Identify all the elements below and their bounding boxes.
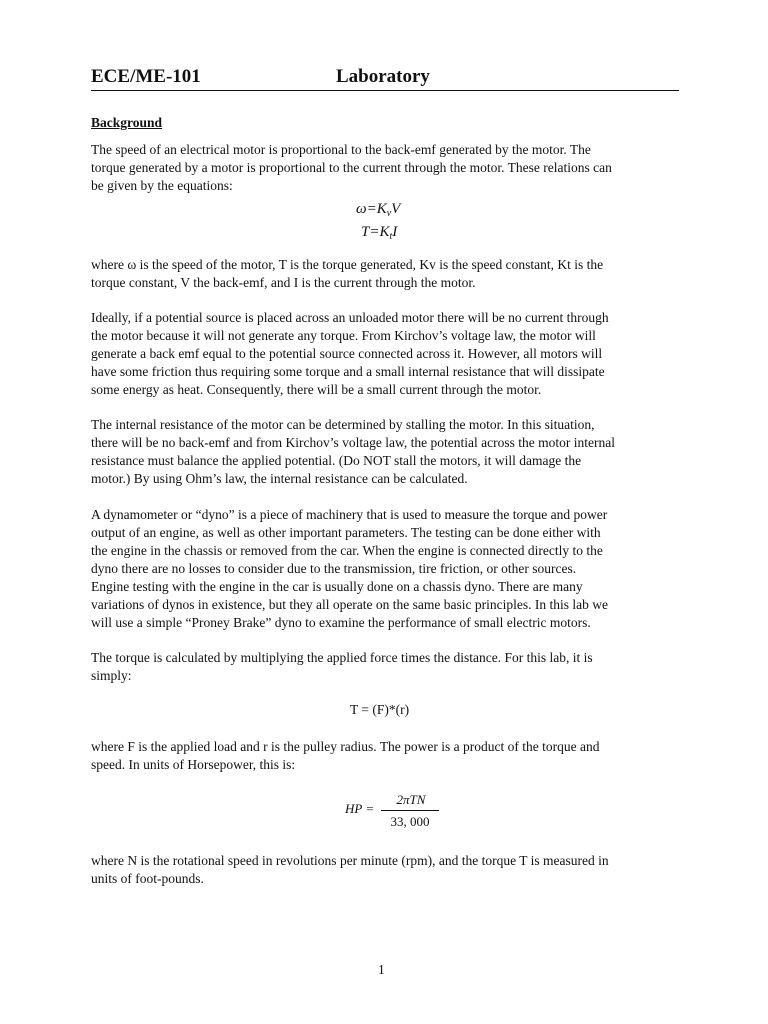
equation-speed-rhs: V (391, 201, 401, 217)
paragraph-dynamometer (91, 506, 681, 632)
paragraph-line: speed. In units of Horsepower, this is: (91, 757, 296, 772)
paragraph-line: units of foot-pounds. (91, 871, 204, 886)
paragraph-line: The internal resistance of the motor can be determined by stalling the motor. In this situation, (91, 417, 595, 432)
page-number: 1 (378, 962, 385, 977)
paragraph-line: the engine in the chassis or removed from the car. When the engine is connected directly to the (91, 543, 603, 558)
paragraph-line: where N is the rotational speed in revolutions per minute (rpm), and the torque T is measured in (91, 853, 609, 868)
paragraph-torque-calculation (91, 649, 681, 685)
paragraph-internal-resistance (91, 416, 681, 488)
horsepower-lhs: HP = (345, 801, 375, 816)
paragraph-line: be given by the equations: (91, 178, 233, 193)
paragraph-line: torque generated by a motor is proportional to the current through the motor. These relations can (91, 160, 612, 175)
paragraph-line: Engine testing with the engine in the car is usually done on a chassis dyno. There are many (91, 579, 583, 594)
equation-torque-rhs: I (392, 224, 398, 240)
paragraph-line: A dynamometer or “dyno” is a piece of machinery that is used to measure the torque and power (91, 507, 608, 522)
paragraph-line: variations of dynos in existence, but they all operate on the same basic principles. In this lab we (91, 597, 608, 612)
paragraph-line: where F is the applied load and r is the pulley radius. The power is a product of the torque and (91, 739, 600, 754)
paragraph-line: The speed of an electrical motor is proportional to the back-emf generated by the motor. The (91, 142, 591, 157)
equation-speed-subscript: v (386, 208, 392, 219)
paragraph-line: there will be no back-emf and from Kirchov’s voltage law, the potential across the motor internal (91, 435, 615, 450)
page-header (91, 66, 679, 91)
paragraph-unloaded-motor (91, 309, 681, 399)
horsepower-numerator: 2πTN (396, 792, 426, 807)
paragraph-line: The torque is calculated by multiplying the applied force times the distance. For this lab, it is (91, 650, 593, 665)
paragraph-line: the motor because it will not generate any torque. From Kirchov’s voltage law, the motor will (91, 328, 596, 343)
paragraph-line: motor.) By using Ohm’s law, the internal resistance can be calculated. (91, 471, 468, 486)
section-heading-background: Background (91, 115, 163, 130)
equation-speed-lhs: ω=K (356, 201, 387, 217)
horsepower-denominator: 33, 000 (390, 814, 430, 829)
equation-torque (361, 224, 397, 242)
paragraph-power (91, 738, 681, 774)
paragraph-line: output of an engine, as well as other important parameters. The testing can be done either with (91, 525, 601, 540)
paragraph-line: simply: (91, 668, 132, 683)
paragraph-line: dyno there are no losses to consider due to the transmission, tire friction, or other sources. (91, 561, 577, 576)
paragraph-rpm-definition (91, 852, 681, 888)
course-code: ECE/ME-101 (91, 66, 201, 87)
equation-torque-lhs: T=K (361, 224, 390, 240)
paragraph-line: where ω is the speed of the motor, T is the torque generated, Kv is the speed constant, Kt is the (91, 257, 604, 272)
header-title: Laboratory (336, 66, 430, 87)
paragraph-line: torque constant, V the back-emf, and I is the current through the motor. (91, 275, 476, 290)
equation-torque-subscript: t (389, 231, 393, 242)
paragraph-line: resistance must balance the applied potential. (Do NOT stall the motors, it will damage the (91, 453, 582, 468)
paragraph-line: generate a back emf equal to the potential source connected across it. However, all motors will (91, 346, 603, 361)
paragraph-line: some energy as heat. Consequently, there will be a small current through the motor. (91, 382, 542, 397)
paragraph-line: will use a simple “Proney Brake” dyno to examine the performance of small electric motors. (91, 615, 591, 630)
fraction-bar (381, 810, 439, 811)
equation-torque-force: T = (F)*(r) (350, 702, 410, 717)
paragraph-variable-definitions (91, 256, 681, 292)
paragraph-line: have some friction thus requiring some torque and a small internal resistance that will dissipate (91, 364, 605, 379)
paragraph-motor-relations (91, 141, 681, 195)
paragraph-line: Ideally, if a potential source is placed across an unloaded motor there will be no current through (91, 310, 609, 325)
equation-speed (356, 201, 400, 219)
